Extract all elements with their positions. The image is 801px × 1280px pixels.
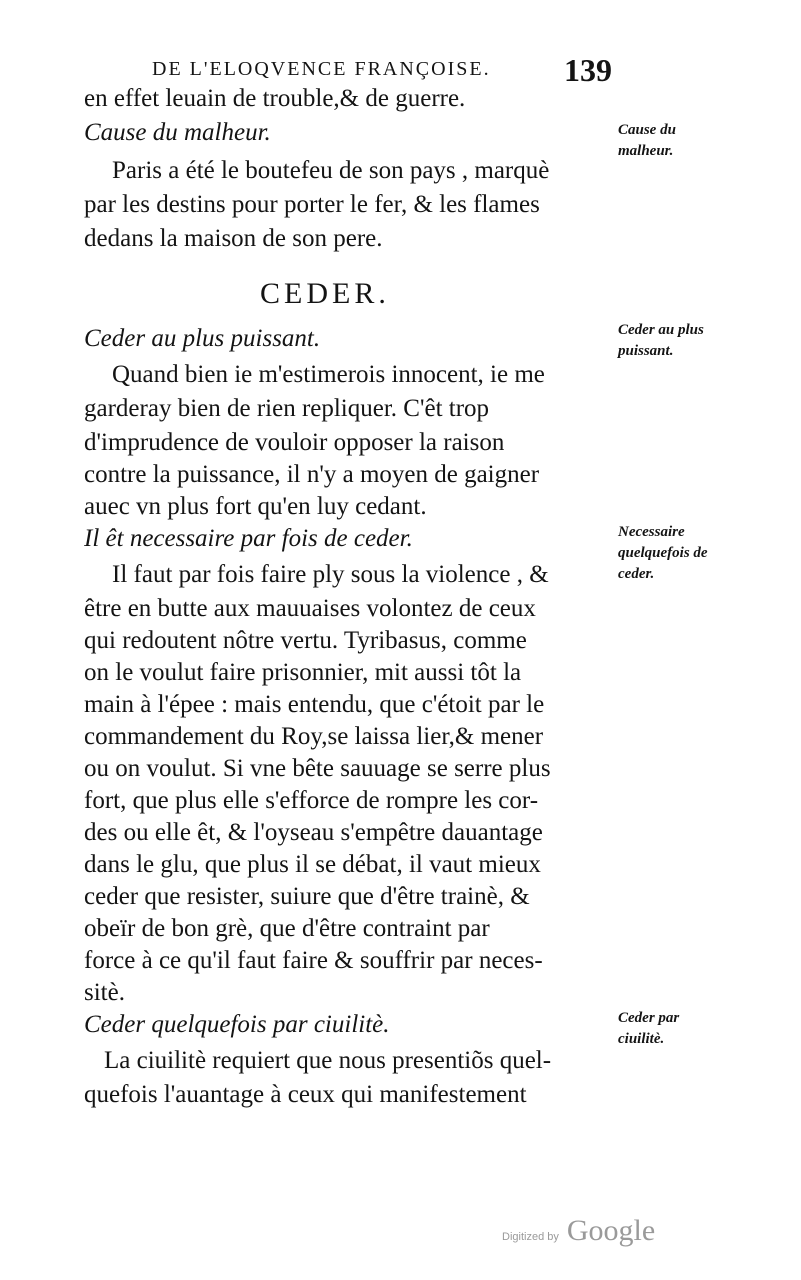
subheading-ceder: Ceder au plus puissant. [84, 325, 321, 352]
running-title: DE L'ELOQVENCE FRANÇOISE. [152, 58, 491, 80]
text-line: auec vn plus fort qu'en luy cedant. [84, 493, 427, 520]
margin-note [618, 120, 790, 162]
digitization-watermark [502, 1214, 655, 1248]
text-line: d'imprudence de vouloir opposer la raison [84, 429, 505, 456]
text-line: main à l'épee : mais entendu, que c'étoit par le [84, 691, 545, 718]
subheading-cause: Cause du malheur. [84, 119, 271, 146]
text-line: qui redoutent nôtre vertu. Tyribasus, comme [84, 627, 527, 654]
watermark-small: Digitized by [502, 1231, 559, 1243]
text-line: sitè. [84, 979, 125, 1006]
page-number: 139 [564, 52, 612, 88]
text-line: contre la puissance, il n'y a moyen de gaigner [84, 461, 540, 488]
text-line: commandement du Roy,se laissa lier,& mener [84, 723, 544, 750]
margin-note-text: Ceder au plus puissant. [618, 322, 704, 359]
text-line: par les destins pour porter le fer, & les flames [84, 191, 540, 218]
subheading-necessaire: Il êt necessaire par fois de ceder. [84, 525, 413, 552]
margin-note-text: Necessaire quelquefois de ceder. [618, 524, 708, 582]
margin-note-text: Cause du malheur. [618, 122, 676, 159]
text-line: dedans la maison de son pere. [84, 225, 383, 252]
text-line: en effet leuain de trouble,& de guerre. [84, 85, 466, 112]
text-line: ou on voulut. Si vne bête sauuage se serre plus [84, 755, 551, 782]
margin-note [618, 522, 790, 585]
text-line: Paris a été le boutefeu de son pays , marquè [112, 157, 550, 184]
text-line: être en butte aux mauuaises volontez de ceux [84, 595, 536, 622]
watermark-brand: Google [566, 1214, 656, 1247]
text-line: garderay bien de rien repliquer. C'êt trop [84, 395, 490, 422]
margin-note-text: Ceder par ciuilitè. [618, 1010, 680, 1047]
text-line: fort, que plus elle s'efforce de rompre les cor- [84, 787, 539, 814]
margin-note [618, 320, 790, 362]
text-line: quefois l'auantage à ceux qui manifestement [84, 1081, 527, 1108]
text-line: ceder que resister, suiure que d'être trainè, & [84, 883, 530, 910]
text-line: Quand bien ie m'estimerois innocent, ie me [112, 361, 545, 388]
text-line: dans le glu, que plus il se débat, il vaut mieux [84, 851, 541, 878]
text-line: La ciuilitè requiert que nous presentiõs quel- [104, 1047, 552, 1074]
subheading-ciuilite: Ceder quelquefois par ciuilitè. [84, 1011, 390, 1038]
text-line: force à ce qu'il faut faire & souffrir par neces- [84, 947, 543, 974]
text-line: on le voulut faire prisonnier, mit aussi tôt la [84, 659, 522, 686]
margin-note [618, 1008, 790, 1050]
text-line: des ou elle êt, & l'oyseau s'empêtre dauantage [84, 819, 543, 846]
text-line: Il faut par fois faire ply sous la violence , & [112, 561, 549, 588]
section-heading: CEDER. [260, 277, 390, 310]
text-line: obeïr de bon grè, que d'être contraint par [84, 915, 490, 942]
